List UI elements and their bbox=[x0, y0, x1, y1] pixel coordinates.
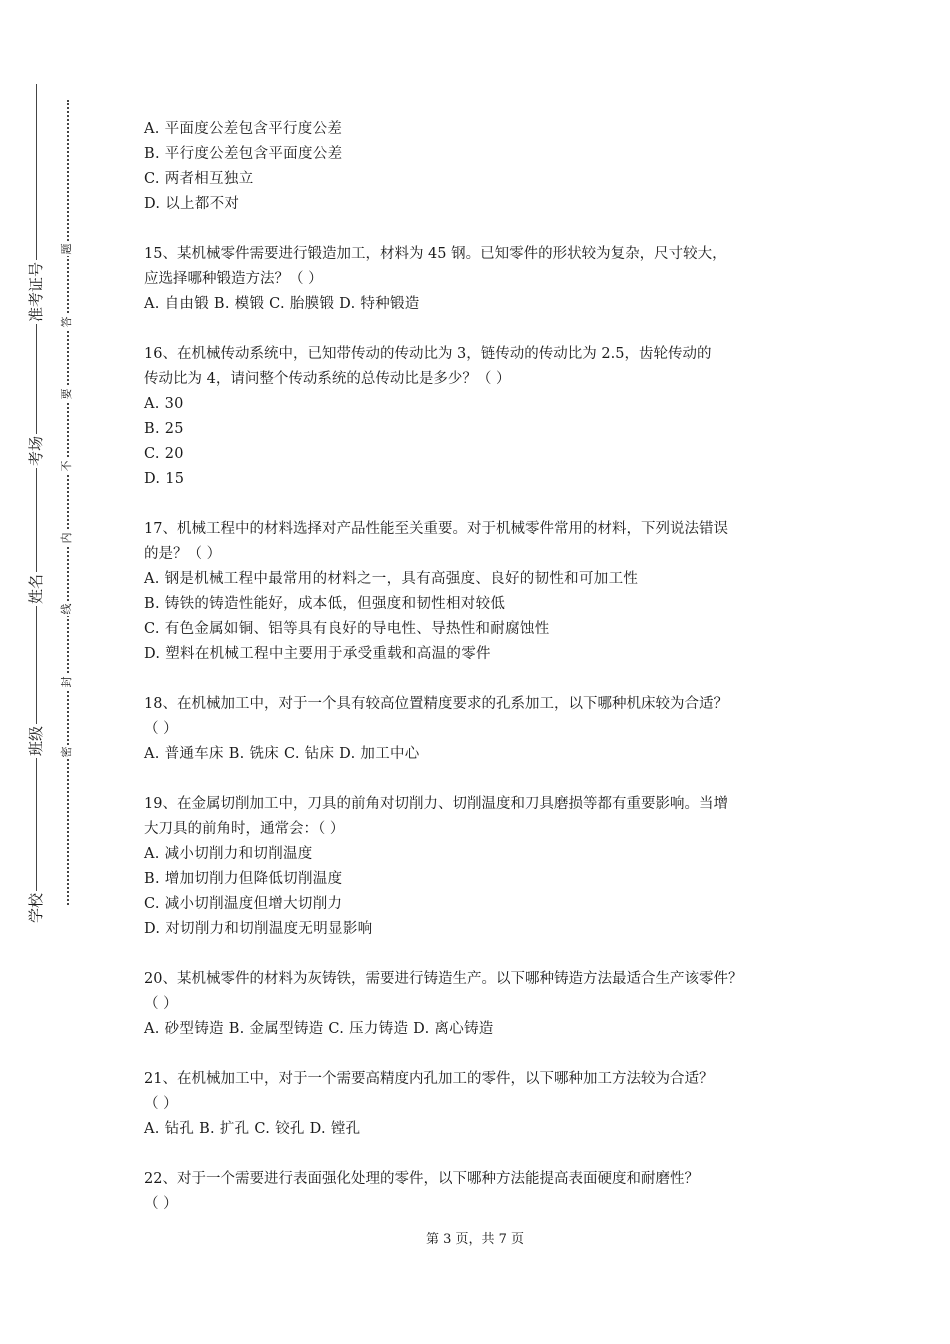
field-class-label: 班级 bbox=[27, 725, 45, 756]
question-stem: 大刀具的前角时，通常会：（ ） bbox=[144, 821, 345, 837]
question-stem: （ ） bbox=[144, 721, 178, 737]
question-stem: 19、在金属切削加工中，刀具的前角对切削力、切削温度和刀具磨损等都有重要影响。当增 bbox=[144, 796, 728, 812]
question-stem: （ ） bbox=[144, 1196, 178, 1212]
option: B. 铸铁的铸造性能好，成本低，但强度和韧性相对较低 bbox=[144, 596, 506, 612]
question-stem: （ ） bbox=[144, 1096, 178, 1112]
q14-options bbox=[144, 117, 820, 217]
question-stem: 16、在机械传动系统中，已知带传动的传动比为 3，链传动的传动比为 2.5，齿轮传动的 bbox=[144, 346, 712, 362]
option: D. 15 bbox=[144, 471, 185, 487]
page-footer: 第 3 页，共 7 页 bbox=[425, 1232, 525, 1247]
question-21 bbox=[144, 1067, 820, 1142]
binding-line-solid bbox=[36, 84, 37, 924]
question-stem: （ ） bbox=[144, 996, 178, 1012]
option: A. 30 bbox=[144, 396, 184, 412]
option: A. 自由锻 B. 模锻 C. 胎膜锻 D. 特种锻造 bbox=[144, 296, 420, 312]
option: A. 砂型铸造 B. 金属型铸造 C. 压力铸造 D. 离心铸造 bbox=[144, 1021, 494, 1037]
question-stem: 应选择哪种锻造方法？（ ） bbox=[144, 271, 323, 287]
option: C. 两者相互独立 bbox=[144, 171, 254, 187]
option: B. 25 bbox=[144, 421, 184, 437]
question-stem: 22、对于一个需要进行表面强化处理的零件，以下哪种方法能提高表面硬度和耐磨性？ bbox=[144, 1171, 699, 1187]
question-stem: 15、某机械零件需要进行锻造加工，材料为 45 钢。已知零件的形状较为复杂，尺寸较大， bbox=[144, 246, 727, 262]
option: C. 20 bbox=[144, 446, 184, 462]
question-16 bbox=[144, 342, 820, 492]
option: A. 普通车床 B. 铣床 C. 钻床 D. 加工中心 bbox=[144, 746, 420, 762]
question-15 bbox=[144, 242, 820, 317]
option: C. 减小切削温度但增大切削力 bbox=[144, 896, 343, 912]
option: B. 增加切削力但降低切削温度 bbox=[144, 871, 343, 887]
question-18 bbox=[144, 692, 820, 767]
question-22 bbox=[144, 1167, 820, 1217]
option: B. 平行度公差包含平面度公差 bbox=[144, 146, 343, 162]
question-content bbox=[144, 117, 820, 1217]
question-19 bbox=[144, 792, 820, 942]
question-stem: 21、在机械加工中，对于一个需要高精度内孔加工的零件，以下哪种加工方法较为合适？ bbox=[144, 1071, 714, 1087]
option: A. 钢是机械工程中最常用的材料之一，具有高强度、良好的韧性和可加工性 bbox=[144, 571, 639, 587]
question-20 bbox=[144, 967, 820, 1042]
option: A. 平面度公差包含平行度公差 bbox=[144, 121, 343, 137]
question-stem: 18、在机械加工中，对于一个具有较高位置精度要求的孔系加工，以下哪种机床较为合适？ bbox=[144, 696, 728, 712]
question-stem: 传动比为 4，请问整个传动系统的总传动比是多少？（ ） bbox=[144, 371, 511, 387]
option: C. 有色金属如铜、铝等具有良好的导电性、导热性和耐腐蚀性 bbox=[144, 621, 550, 637]
option: A. 减小切削力和切削温度 bbox=[144, 846, 313, 862]
question-stem: 20、某机械零件的材料为灰铸铁，需要进行铸造生产。以下哪种铸造方法最适合生产该零件？ bbox=[144, 971, 743, 987]
question-17 bbox=[144, 517, 820, 667]
question-stem: 的是？（ ） bbox=[144, 546, 222, 562]
field-name-label: 姓名 bbox=[27, 573, 45, 604]
option: A. 钻孔 B. 扩孔 C. 铰孔 D. 镗孔 bbox=[144, 1121, 361, 1137]
option: D. 以上都不对 bbox=[144, 196, 240, 212]
field-exam-room-label: 考场 bbox=[27, 435, 45, 466]
field-school-label: 学校 bbox=[27, 892, 45, 923]
question-stem: 17、机械工程中的材料选择对产品性能至关重要。对于机械零件常用的材料，下列说法错误 bbox=[144, 521, 728, 537]
field-exam-number-label: 准考证号 bbox=[27, 261, 45, 322]
option: D. 塑料在机械工程中主要用于承受重载和高温的零件 bbox=[144, 646, 491, 662]
option: D. 对切削力和切削温度无明显影响 bbox=[144, 921, 373, 937]
binding-line-dotted bbox=[67, 100, 69, 905]
